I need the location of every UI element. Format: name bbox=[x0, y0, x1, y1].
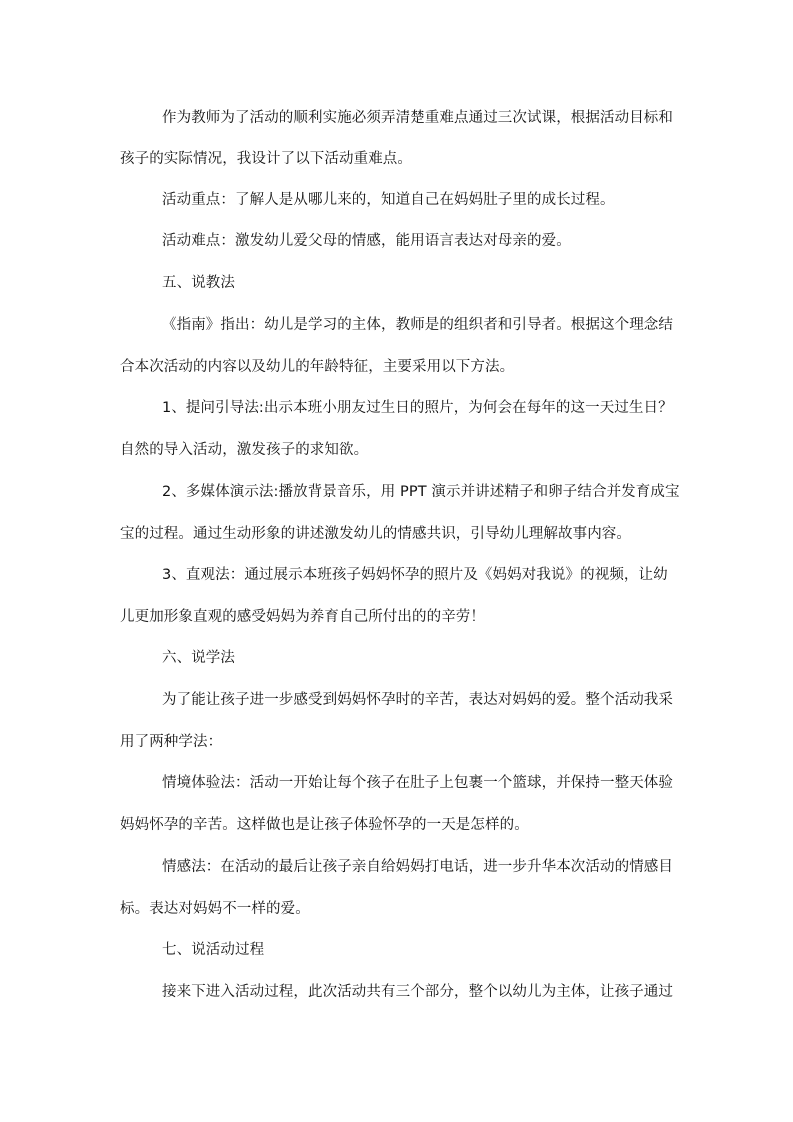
method-intuitive-line-2: 儿更加形象直观的感受妈妈为养育自己所付出的的辛劳！ bbox=[120, 609, 485, 625]
method-questioning-line-1: 1、提问引导法:出示本班小朋友过生日的照片，为何会在每年的这一天过生日？ bbox=[162, 400, 673, 416]
paragraph-learning-intro-line-2: 用了两种学法： bbox=[120, 734, 223, 750]
paragraph-teaching-focus-line-2: 孩子的实际情况，我设计了以下活动重难点。 bbox=[120, 151, 412, 167]
paragraph-learning-intro-line-1: 为了能让孩子进一步感受到妈妈怀孕时的辛苦，表达对妈妈的爱。整个活动我采 bbox=[162, 692, 673, 708]
method-intuitive-line-1: 3、直观法：通过展示本班孩子妈妈怀孕的照片及《妈妈对我说》的视频，让幼 bbox=[162, 567, 668, 583]
section-heading-activity-process: 七、说活动过程 bbox=[162, 942, 265, 958]
method-situational-line-1: 情境体验法：活动一开始让每个孩子在肚子上包裹一个篮球，并保持一整天体验 bbox=[162, 775, 673, 791]
paragraph-activity-process-line-1: 接来下进入活动过程，此次活动共有三个部分，整个以幼儿为主体，让孩子通过 bbox=[162, 984, 673, 1000]
paragraph-teaching-focus-line-1: 作为教师为了活动的顺利实施必须弄清楚重难点通过三次试课，根据活动目标和 bbox=[162, 110, 673, 126]
method-emotional-line-1: 情感法：在活动的最后让孩子亲自给妈妈打电话，进一步升华本次活动的情感目 bbox=[162, 859, 673, 875]
method-multimedia-line-1: 2、多媒体演示法:播放背景音乐，用 PPT 演示并讲述精子和卵子结合并发育成宝 bbox=[162, 484, 680, 500]
paragraph-guide-line-1: 《指南》指出：幼儿是学习的主体，教师是的组织者和引导者。根据这个理念结 bbox=[162, 317, 673, 333]
paragraph-guide-line-2: 合本次活动的内容以及幼儿的年龄特征，主要采用以下方法。 bbox=[120, 359, 515, 375]
method-questioning-line-2: 自然的导入活动，激发孩子的求知欲。 bbox=[120, 442, 369, 458]
method-multimedia-line-2: 宝的过程。通过生动形象的讲述激发幼儿的情感共识，引导幼儿理解故事内容。 bbox=[120, 526, 631, 542]
method-emotional-line-2: 标。表达对妈妈不一样的爱。 bbox=[120, 901, 310, 917]
activity-key-point: 活动重点：了解人是从哪儿来的，知道自己在妈妈肚子里的成长过程。 bbox=[162, 192, 615, 208]
section-heading-learning-methods: 六、说学法 bbox=[162, 650, 235, 666]
activity-difficulty: 活动难点：激发幼儿爱父母的情感，能用语言表达对母亲的爱。 bbox=[162, 233, 571, 249]
method-situational-line-2: 妈妈怀孕的辛苦。这样做也是让孩子体验怀孕的一天是怎样的。 bbox=[120, 817, 529, 833]
section-heading-teaching-methods: 五、说教法 bbox=[162, 275, 235, 291]
